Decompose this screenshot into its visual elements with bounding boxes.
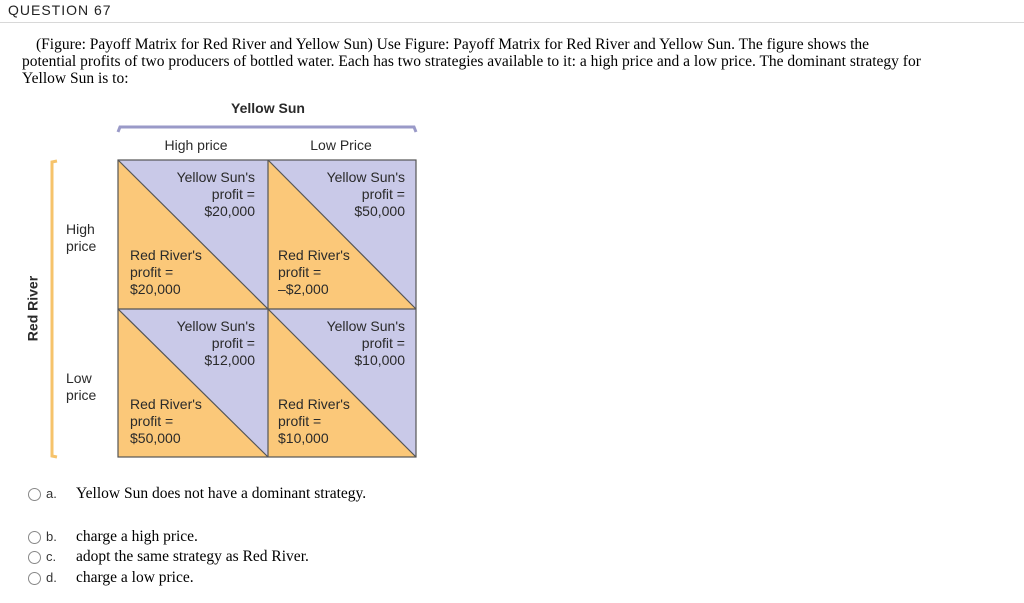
question-text-line: (Figure: Payoff Matrix for Red River and Yellow Sun) Use Figure: Payoff Matrix for Red River and Yellow Sun. The figure shows the <box>36 36 870 53</box>
cell-high-high-yellow-sun-payoff: Yellow Sun's profit = $20,000 <box>176 169 255 219</box>
cell-high-high-red-river-payoff: Red River's profit = $20,000 <box>130 247 202 297</box>
radio-button[interactable] <box>28 531 41 544</box>
question-title: QUESTION 67 <box>8 2 112 18</box>
cell-low-high-red-river-payoff: Red River's profit = $50,000 <box>130 396 202 446</box>
cell-low-low-yellow-sun-payoff: Yellow Sun's profit = $10,000 <box>326 318 405 368</box>
option-letter: c. <box>46 549 57 564</box>
question-text-line: Yellow Sun is to: <box>22 70 129 87</box>
option-letter: d. <box>46 570 57 585</box>
column-strategy-low: Low Price <box>310 137 372 153</box>
radio-button[interactable] <box>28 551 41 564</box>
column-strategy-high: High price <box>164 137 228 153</box>
cell-low-low-red-river-payoff: Red River's profit = $10,000 <box>278 396 350 446</box>
option-letter: a. <box>46 486 57 501</box>
cell-low-high-yellow-sun-payoff: Yellow Sun's profit = $12,000 <box>176 318 255 368</box>
cell-high-low-yellow-sun-payoff: Yellow Sun's profit = $50,000 <box>326 169 405 219</box>
option-letter: b. <box>46 529 57 544</box>
question-text-line: potential profits of two producers of bottled water. Each has two strategies available to it: a high price and a low price. The dominant strategy for <box>22 53 921 70</box>
cell-high-low-red-river-payoff: Red River's profit = –$2,000 <box>278 247 350 297</box>
radio-button[interactable] <box>28 572 41 585</box>
option-text[interactable]: adopt the same strategy as Red River. <box>76 548 309 565</box>
row-strategy-high: High price <box>66 221 97 254</box>
option-text[interactable]: charge a high price. <box>76 528 198 545</box>
row-strategy-low: Low price <box>66 370 97 403</box>
radio-button[interactable] <box>28 488 41 501</box>
column-player-label: Yellow Sun <box>231 100 305 116</box>
option-text[interactable]: charge a low price. <box>76 569 194 586</box>
option-text[interactable]: Yellow Sun does not have a dominant strategy. <box>76 485 367 502</box>
top-brace <box>118 127 416 132</box>
left-brace <box>52 161 57 457</box>
row-player-label: Red River <box>24 275 41 342</box>
